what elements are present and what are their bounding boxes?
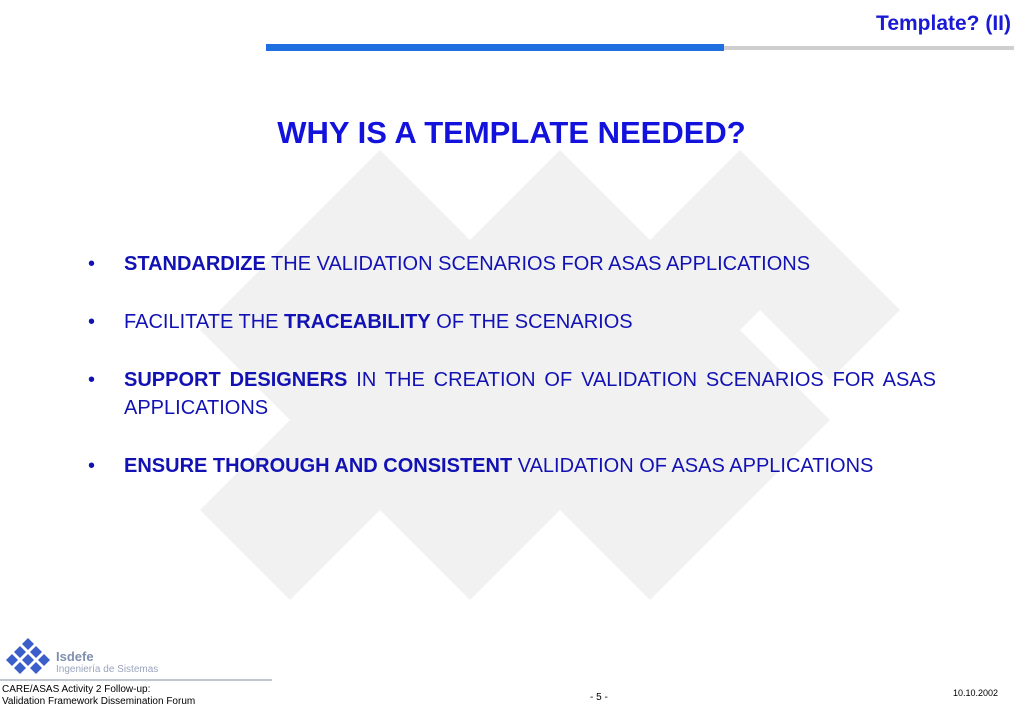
bullet-bold-text: SUPPORT DESIGNERS xyxy=(124,369,348,391)
logo-name: Isdefe xyxy=(56,649,94,664)
slide-header-title: Template? (II) xyxy=(876,12,1011,35)
bullet-dot: • xyxy=(88,369,96,391)
logo-subtitle: Ingeniería de Sistemas xyxy=(56,664,159,675)
bullet-text: OF THE SCENARIOS xyxy=(430,311,633,333)
bullet-text: VALIDATION OF ASAS APPLICATIONS xyxy=(512,455,874,477)
footer-divider xyxy=(0,679,272,681)
footer-line-1: CARE/ASAS Activity 2 Follow-up: xyxy=(2,684,151,695)
header-bar-grey xyxy=(724,46,1014,50)
bullet-text: FACILITATE THE xyxy=(124,311,285,333)
isdefe-logo-icon xyxy=(4,636,52,676)
bullet-bold-text: ENSURE THOROUGH AND CONSISTENT xyxy=(124,455,513,477)
bullet-item xyxy=(88,452,936,480)
bullet-list xyxy=(88,250,936,510)
bullet-dot: • xyxy=(88,253,96,275)
main-heading: WHY IS A TEMPLATE NEEDED? xyxy=(277,115,746,150)
bullet-dot: • xyxy=(88,455,96,477)
bullet-item xyxy=(88,366,936,422)
bullet-text: THE VALIDATION SCENARIOS FOR ASAS APPLICATIONS xyxy=(265,253,811,275)
bullet-item xyxy=(88,308,936,336)
bullet-bold-text: TRACEABILITY xyxy=(284,311,431,333)
bullet-dot: • xyxy=(88,311,96,333)
footer-event-title xyxy=(2,684,195,708)
bullet-item xyxy=(88,250,936,278)
bullet-bold-text: STANDARDIZE xyxy=(124,253,266,275)
header-bar-blue xyxy=(266,44,724,51)
page-number: - 5 - xyxy=(590,692,608,703)
footer-date: 10.10.2002 xyxy=(953,688,999,698)
bullet-text: IN THE CREATION OF VALIDATION SCENARIOS FOR ASAS APPLICATIONS xyxy=(124,369,936,419)
footer-line-2: Validation Framework Dissemination Forum xyxy=(2,696,196,707)
